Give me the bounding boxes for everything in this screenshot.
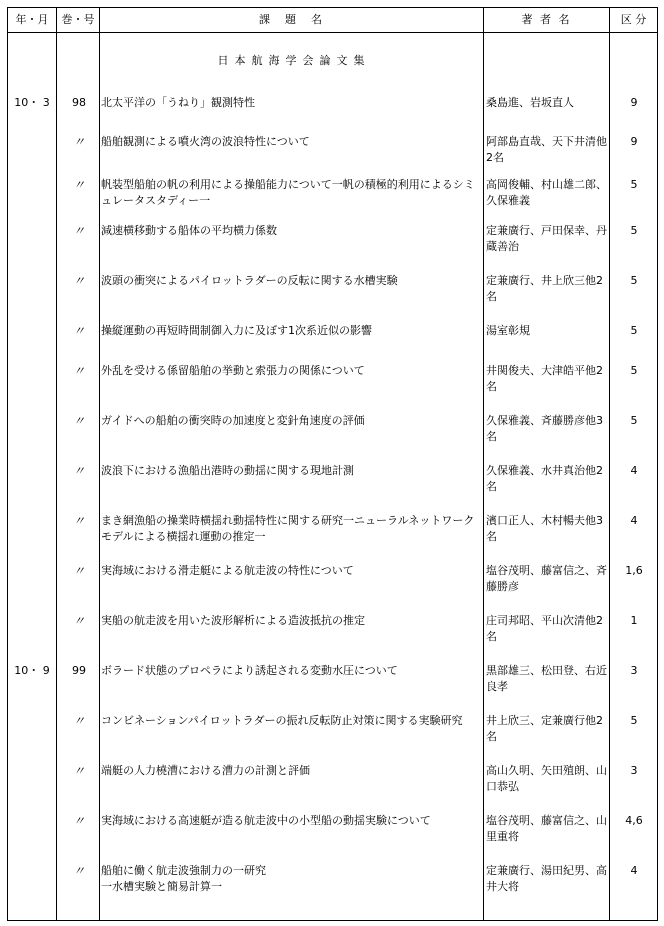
row-classification: 5 xyxy=(630,224,638,237)
row-title: コンビネーションパイロットラダーの振れ反転防止対策に関する実験研究 xyxy=(101,714,463,727)
row-authors: 塩谷茂明、藤富信之、斉藤勝彦 xyxy=(486,564,607,593)
row-title: 波浪下における漁船出港時の動揺に関する現地計測 xyxy=(101,464,354,477)
row-date: 10・ 9 xyxy=(14,664,50,677)
row-classification: 4 xyxy=(630,464,638,477)
row-volume: 〃 xyxy=(72,864,85,878)
row-authors: 久保雅義、斉藤勝彦他3名 xyxy=(486,414,603,443)
row-authors: 黒部雄三、松田登、右近良孝 xyxy=(486,664,607,693)
row-authors: 定兼廣行、戸田保幸、丹蔵善治 xyxy=(486,224,607,253)
header-title: 課 題 名 xyxy=(259,13,324,26)
header-divider xyxy=(8,32,657,33)
col-divider xyxy=(483,8,484,920)
row-volume: 〃 xyxy=(72,564,85,578)
header-date: 年・月 xyxy=(15,13,49,26)
row-classification: 4,6 xyxy=(625,814,643,827)
row-classification: 3 xyxy=(630,664,638,677)
row-title: 外乱を受ける係留船舶の挙動と索張力の関係について xyxy=(101,364,365,377)
row-title: 操縦運動の再短時間制御入力に及ぼす1次系近似の影響 xyxy=(101,324,372,337)
row-classification: 4 xyxy=(630,864,638,877)
row-volume: 〃 xyxy=(72,224,85,238)
row-title: 減速横移動する船体の平均横力係数 xyxy=(101,224,277,237)
row-title: 実海域における高速艇が造る航走波中の小型船の動揺実験について xyxy=(101,814,431,827)
row-authors: 定兼廣行、湯田紀男、高井大将 xyxy=(486,864,607,893)
row-authors: 濱口正人、木村暢夫他3名 xyxy=(486,514,603,543)
row-authors: 阿部島直哉、天下井清他2名 xyxy=(486,135,607,164)
row-authors: 塩谷茂明、藤富信之、山里重将 xyxy=(486,814,607,843)
row-authors: 久保雅義、水井真治他2名 xyxy=(486,464,603,493)
row-authors: 定兼廣行、井上欣三他2名 xyxy=(486,274,603,303)
row-volume: 〃 xyxy=(72,364,85,378)
row-volume: 〃 xyxy=(72,514,85,528)
row-title: ボラード状態のプロペラにより誘起される変動水圧について xyxy=(101,664,398,677)
row-volume: 〃 xyxy=(72,414,85,428)
row-title: ガイドへの船舶の衝突時の加速度と変針角速度の評価 xyxy=(101,414,365,427)
row-authors: 井関俊夫、大津皓平他2名 xyxy=(486,364,603,393)
col-divider xyxy=(56,8,57,920)
row-title: 船舶観測による噴火湾の波浪特性について xyxy=(101,135,310,148)
row-volume: 99 xyxy=(72,664,86,677)
row-date: 10・ 3 xyxy=(14,96,50,109)
row-authors: 井上欣三、定兼廣行他2名 xyxy=(486,714,603,743)
row-volume: 〃 xyxy=(72,614,85,628)
row-classification: 3 xyxy=(630,764,638,777)
row-title: 実海域における滑走艇による航走波の特性について xyxy=(101,564,354,577)
row-volume: 〃 xyxy=(72,274,85,288)
row-classification: 5 xyxy=(630,714,638,727)
row-classification: 5 xyxy=(630,178,638,191)
row-volume: 〃 xyxy=(72,814,85,828)
row-title: 北太平洋の「うねり」観測特性 xyxy=(101,96,255,109)
header-authors: 著 者 名 xyxy=(521,13,572,26)
row-volume: 98 xyxy=(72,96,86,109)
header-classification: 区 分 xyxy=(620,13,647,26)
header-volume: 巻・号 xyxy=(61,13,95,26)
row-classification: 1 xyxy=(630,614,638,627)
row-classification: 5 xyxy=(630,364,638,377)
row-classification: 9 xyxy=(630,96,638,109)
row-title: 波頭の衝突によるパイロットラダーの反転に関する水槽実験 xyxy=(101,274,398,287)
row-volume: 〃 xyxy=(72,135,85,149)
row-title: 実船の航走波を用いた波形解析による造波抵抗の推定 xyxy=(101,614,365,627)
row-classification: 5 xyxy=(630,414,638,427)
publication-table xyxy=(7,7,658,921)
row-volume: 〃 xyxy=(72,324,85,338)
row-authors: 湯室彰規 xyxy=(486,324,530,337)
row-classification: 4 xyxy=(630,514,638,527)
row-authors: 高岡俊輔、村山雄二郎、久保雅義 xyxy=(486,178,607,207)
row-authors: 庄司邦昭、平山次清他2名 xyxy=(486,614,603,643)
row-classification: 5 xyxy=(630,274,638,287)
row-volume: 〃 xyxy=(72,764,85,778)
row-volume: 〃 xyxy=(72,464,85,478)
row-classification: 5 xyxy=(630,324,638,337)
row-classification: 1,6 xyxy=(625,564,643,577)
row-volume: 〃 xyxy=(72,178,85,192)
row-title: まき網漁船の操業時横揺れ動揺特性に関する研究一ニューラルネットワークモデルによる横揺れ運動の推定一 xyxy=(101,514,475,543)
row-title: 船舶に働く航走波強制力の一研究 一水槽実験と簡易計算一 xyxy=(101,864,266,893)
row-classification: 9 xyxy=(630,135,638,148)
row-authors: 桑島進、岩坂直人 xyxy=(486,96,574,109)
row-title: 端艇の人力橈漕における漕力の計測と評価 xyxy=(101,764,310,777)
row-authors: 高山久明、矢田殖朗、山口恭弘 xyxy=(486,764,607,793)
section-title: 日本航海学会論文集 xyxy=(217,54,371,67)
row-volume: 〃 xyxy=(72,714,85,728)
row-title: 帆装型船舶の帆の利用による操船能力について一帆の積極的利用によるシミュレータスタディー一 xyxy=(101,178,475,207)
